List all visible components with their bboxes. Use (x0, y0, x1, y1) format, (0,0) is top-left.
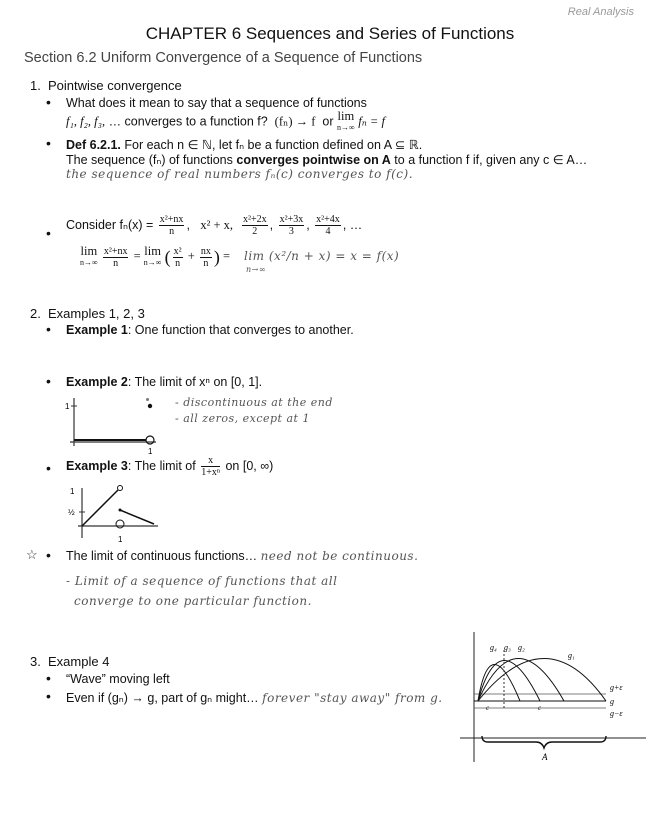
notation-arrow: (fₙ) → f (274, 114, 316, 129)
example2-line (66, 375, 262, 389)
def-text: For each n ∈ ℕ, let fₙ be a function defined on A ⊆ ℝ. (124, 138, 423, 152)
frac-den: n (169, 226, 175, 238)
example2-handwritten-1: - discontinuous at the end (175, 396, 333, 409)
lim-sub: n→∞ (337, 123, 355, 132)
example1-line (66, 323, 354, 337)
consider-seq-term (242, 214, 268, 237)
frac-den: n (203, 257, 209, 269)
continuity-handwritten-2: - Limit of a sequence of functions that all (66, 574, 338, 588)
continuity-handwritten-3: converge to one particular function. (74, 594, 312, 608)
even-if-text: Even if (gₙ) → g, part of gₙ might… (66, 691, 259, 705)
consider-fraction (159, 214, 185, 237)
c-label-2: c (538, 704, 542, 712)
example1-label: Example 1 (66, 323, 128, 337)
lim-word: lim (337, 109, 355, 123)
example1-text: : One function that converges to another. (127, 323, 354, 337)
function-list: f₁, f₂, f₃, (66, 114, 106, 129)
continuity-handwritten: need not be continuous. (260, 549, 419, 563)
notation-equals: fₙ = f (358, 114, 385, 129)
bullet: • (46, 460, 51, 476)
consider-ellipsis: , … (342, 218, 363, 232)
axis-label-1: 1 (65, 402, 70, 411)
def-line2-post: to a function f if, given any c ∈ A… (394, 153, 588, 167)
equals-sign: = (223, 249, 231, 263)
question-text: … converges to a function f? (108, 114, 268, 129)
wave-g2 (478, 659, 564, 702)
wave-line: “Wave” moving left (66, 672, 170, 686)
rising-segment (82, 490, 118, 526)
example2-label: Example 2 (66, 375, 128, 389)
limit-line: lim n→∞ $\frac{\text{x²+nx}}{n}$ = lim n→∞ ( $\frac{\text{x²}}{n}$ + $\frac{nx}{n}$ ) = (80, 244, 231, 269)
frac-den: n (113, 257, 119, 269)
g-label: g (610, 697, 614, 706)
or-word: or (322, 114, 334, 129)
axis-label-x1: 1 (118, 535, 123, 544)
consider-line: Consider fₙ(x) = $\frac{\text{x²+nx}}{n}$ , x² + x, $\frac{\text{x²+2x}}{2}$ , $\frac{\text{x²+3x}}{3}$ , $\frac{\text{x²+4x}}{4}$ , … (66, 214, 363, 238)
bullet: • (46, 94, 51, 110)
half-point (119, 509, 122, 512)
frac-num: x² (173, 245, 182, 257)
frac-num: x²+nx (159, 214, 184, 226)
continuity-line (66, 549, 418, 563)
lim-sub: n→∞ (143, 258, 162, 268)
axis-label-half: ½ (68, 508, 75, 517)
course-label: Real Analysis (567, 6, 634, 18)
def-label: Def 6.2.1. (66, 138, 121, 152)
g4-label: g₄ (490, 643, 497, 652)
consider-seq-term (279, 214, 305, 237)
example3-text-pre: : The limit of (127, 459, 196, 473)
frac-den: n (175, 257, 181, 269)
limit-handwritten-sub: n→∞ (246, 265, 267, 274)
frac-den: 1+xⁿ (201, 467, 220, 479)
frac-den: 4 (325, 226, 331, 238)
open-point (118, 486, 123, 491)
even-if-line (66, 690, 443, 705)
consider-seq-term (315, 214, 341, 237)
bullet: • (46, 688, 51, 704)
star-icon: ☆ (26, 547, 38, 562)
question-line1: What does it mean to say that a sequence of functions (66, 96, 367, 110)
def-line2-bold: converges pointwise on A (236, 153, 391, 167)
axis-label-1: 1 (70, 487, 75, 496)
frac-num: x²+nx (103, 245, 128, 257)
example2-graph (64, 392, 164, 456)
definition-line1 (66, 137, 422, 152)
limit-handwritten: lim (x²/n + x) = x = f(x) (244, 249, 400, 263)
limit-notation (80, 246, 98, 268)
continuity-text: The limit of continuous functions… (66, 549, 258, 563)
lim-word: lim (144, 244, 161, 259)
def-line2-pre: The sequence (fₙ) of functions (66, 153, 233, 167)
plus-sign: + (187, 249, 195, 263)
circled-zero (116, 520, 124, 528)
item2-heading: Examples 1, 2, 3 (48, 306, 145, 321)
bullet: • (46, 321, 51, 337)
set-A-label: A (542, 752, 548, 762)
lim-sub: n→∞ (80, 258, 98, 268)
example2-handwritten-2: - all zeros, except at 1 (175, 412, 310, 425)
example3-line (66, 453, 273, 479)
frac-den: 2 (252, 226, 258, 238)
g-plus-eps-label: g+ε (610, 683, 623, 692)
chapter-title: CHAPTER 6 Sequences and Series of Functions (145, 24, 515, 43)
consider-seq0: x² + x, (200, 218, 234, 232)
wave-figure (456, 628, 652, 768)
g3-label: g₃ (504, 643, 511, 652)
bullet: • (46, 670, 51, 686)
frac-den: 3 (288, 226, 294, 238)
half-line (120, 510, 154, 524)
even-if-handwritten: forever "stay away" from g. (262, 691, 443, 705)
limit-notation (144, 246, 162, 268)
g-minus-eps-label: g−ε (610, 709, 623, 718)
question-line2 (66, 111, 385, 133)
item3-heading: Example 4 (48, 654, 110, 669)
bullet: • (46, 547, 51, 563)
item1-number: 1. (30, 78, 41, 93)
example3-label: Example 3 (66, 459, 128, 473)
limit-notation (337, 111, 355, 133)
bullet: • (46, 225, 51, 241)
def-handwritten: the sequence of real numbers fₙ(c) converges to f(c). (66, 167, 414, 181)
g1-label: g₁ (568, 651, 575, 660)
item2-number: 2. (30, 306, 41, 321)
frac-num: x (201, 455, 220, 467)
section-title: Section 6.2 Uniform Convergence of a Sequence of Functions (24, 50, 423, 66)
definition-line2 (66, 152, 587, 167)
bullet: • (46, 373, 51, 389)
frac-num: x²+3x (279, 214, 304, 226)
example2-text: : The limit of xⁿ on [0, 1]. (127, 375, 263, 389)
example3-graph (66, 482, 166, 548)
axis-label-1b: 1 (148, 447, 153, 456)
example3-text-post: on [0, ∞) (225, 459, 274, 473)
bullet: • (46, 135, 51, 151)
wave-g3 (478, 661, 540, 702)
c-label-1: c (486, 704, 490, 712)
lim-word: lim (80, 244, 98, 259)
frac-num: x²+4x (316, 214, 340, 226)
equals-sign: = (133, 249, 141, 263)
g2-label: g₂ (518, 643, 525, 652)
limit-fraction (200, 246, 212, 269)
frac-num: x²+2x (242, 214, 267, 226)
limit-fraction (173, 246, 183, 269)
open-endpoint (146, 436, 154, 444)
item1-heading: Pointwise convergence (48, 78, 182, 93)
item3-number: 3. (30, 654, 41, 669)
example3-fraction (201, 455, 220, 478)
consider-pre: Consider fₙ(x) = (66, 218, 154, 232)
limit-fraction (103, 246, 129, 269)
closed-endpoint (148, 404, 152, 408)
frac-num: nx (200, 245, 211, 257)
